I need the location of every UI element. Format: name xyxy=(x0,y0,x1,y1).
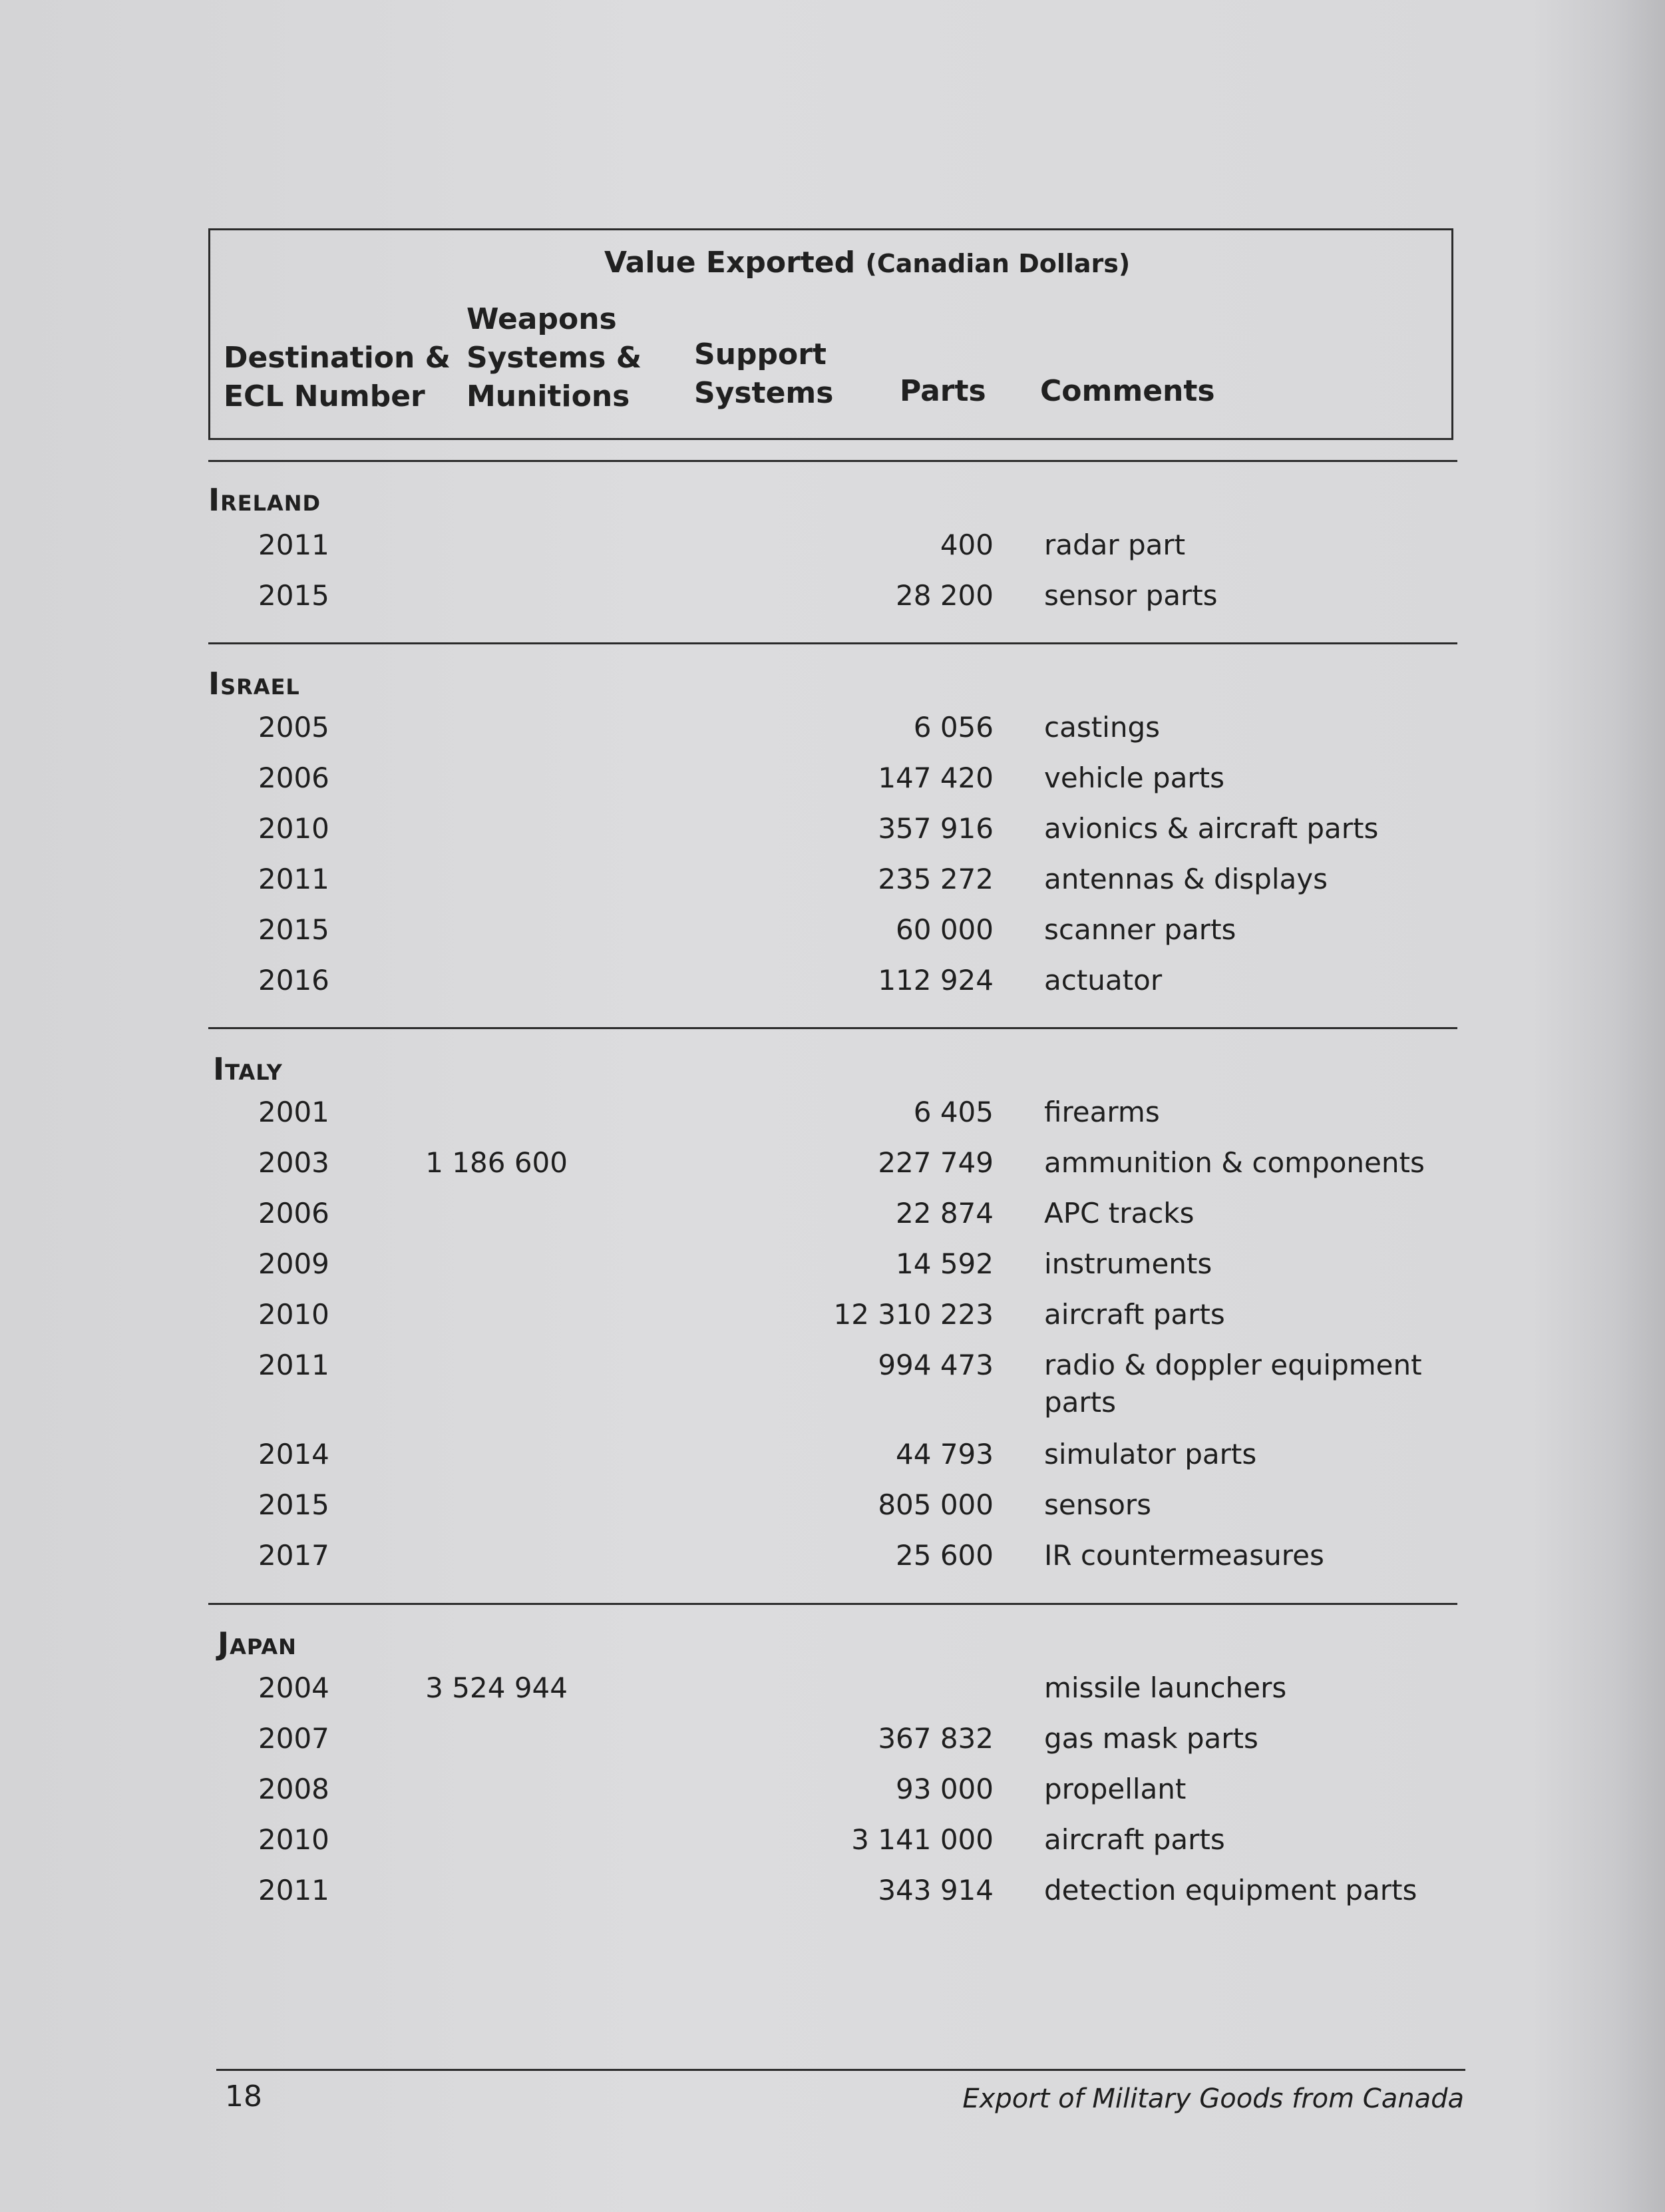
country-heading-israel: Israel xyxy=(208,666,300,702)
comments-cell: gas mask parts xyxy=(1044,1722,1258,1755)
table-row xyxy=(208,1094,1457,1142)
comments-cell: actuator xyxy=(1044,964,1163,996)
comments-cell: castings xyxy=(1044,711,1161,744)
table-row xyxy=(208,709,1457,757)
section-divider xyxy=(208,642,1457,644)
year-cell: 2009 xyxy=(258,1247,329,1280)
currency-label: (Canadian Dollars) xyxy=(865,249,1131,278)
table-row xyxy=(208,1720,1457,1768)
comments-cell: instruments xyxy=(1044,1247,1212,1280)
page-number: 18 xyxy=(225,2080,262,2113)
col-weapons-header xyxy=(466,300,642,416)
col-support-line2: Systems xyxy=(694,376,834,410)
year-cell: 2011 xyxy=(258,1349,329,1381)
col-weapons-line1: Weapons xyxy=(466,302,617,336)
year-cell: 2005 xyxy=(258,711,329,744)
table-row xyxy=(208,1486,1457,1534)
comments-cell: APC tracks xyxy=(1044,1197,1195,1229)
table-row xyxy=(208,1872,1457,1920)
weapons-cell: 1 186 600 xyxy=(425,1146,568,1179)
parts-cell: 93 000 xyxy=(896,1773,994,1805)
year-cell: 2001 xyxy=(258,1096,329,1128)
parts-cell: 28 200 xyxy=(896,579,994,612)
value-exported-heading xyxy=(604,244,1130,283)
table-row xyxy=(208,577,1457,625)
table-row xyxy=(208,1669,1457,1717)
year-cell: 2010 xyxy=(258,1298,329,1331)
table-row xyxy=(208,1195,1457,1243)
table-header xyxy=(208,228,1453,440)
year-cell: 2015 xyxy=(258,913,329,946)
footer-divider xyxy=(216,2069,1465,2071)
parts-cell: 60 000 xyxy=(896,913,994,946)
year-cell: 2011 xyxy=(258,529,329,561)
table-row xyxy=(208,527,1457,574)
table-row xyxy=(208,810,1457,858)
table-row xyxy=(208,962,1457,1010)
comments-cell: avionics & aircraft parts xyxy=(1044,812,1379,845)
parts-cell: 22 874 xyxy=(896,1197,994,1229)
year-cell: 2015 xyxy=(258,1488,329,1521)
comments-cell: radar part xyxy=(1044,529,1186,561)
table-row xyxy=(208,911,1457,959)
year-cell: 2011 xyxy=(258,863,329,895)
parts-cell: 227 749 xyxy=(878,1146,994,1179)
comments-cell: radio & doppler equipment parts xyxy=(1044,1349,1422,1419)
weapons-cell: 3 524 944 xyxy=(425,1671,568,1704)
col-weapons-line3: Munitions xyxy=(466,379,630,413)
col-destination-line2: ECL Number xyxy=(224,379,425,413)
comments-cell: antennas & displays xyxy=(1044,863,1328,895)
parts-cell: 25 600 xyxy=(896,1539,994,1572)
year-cell: 2010 xyxy=(258,1823,329,1856)
parts-cell: 367 832 xyxy=(878,1722,994,1755)
col-support-line1: Support xyxy=(694,337,827,371)
table-row xyxy=(208,1771,1457,1819)
col-parts-header: Parts xyxy=(900,374,986,408)
section-divider xyxy=(208,460,1457,462)
country-heading-italy: Italy xyxy=(213,1051,283,1087)
parts-cell: 6 405 xyxy=(913,1096,994,1128)
col-destination-line1: Destination & xyxy=(224,341,451,375)
comments-cell: aircraft parts xyxy=(1044,1298,1225,1331)
year-cell: 2006 xyxy=(258,762,329,794)
parts-cell: 147 420 xyxy=(878,762,994,794)
table-row xyxy=(208,1144,1457,1192)
table-row xyxy=(208,1296,1457,1344)
comments-cell: firearms xyxy=(1044,1096,1160,1128)
comments-cell: ammunition & components xyxy=(1044,1146,1425,1179)
country-heading-japan: Japan xyxy=(218,1626,297,1661)
table-row xyxy=(208,760,1457,807)
comments-cell: missile launchers xyxy=(1044,1671,1287,1704)
table-row xyxy=(208,1537,1457,1585)
year-cell: 2010 xyxy=(258,812,329,845)
comments-cell: propellant xyxy=(1044,1773,1187,1805)
year-cell: 2014 xyxy=(258,1438,329,1470)
year-cell: 2011 xyxy=(258,1874,329,1906)
parts-cell: 805 000 xyxy=(878,1488,994,1521)
year-cell: 2006 xyxy=(258,1197,329,1229)
year-cell: 2007 xyxy=(258,1722,329,1755)
col-support-header xyxy=(694,335,833,413)
col-weapons-line2: Systems & xyxy=(466,341,642,375)
parts-cell: 357 916 xyxy=(878,812,994,845)
parts-cell: 14 592 xyxy=(896,1247,994,1280)
comments-cell: scanner parts xyxy=(1044,913,1236,946)
comments-cell: aircraft parts xyxy=(1044,1823,1225,1856)
section-divider xyxy=(208,1603,1457,1605)
parts-cell: 12 310 223 xyxy=(833,1298,994,1331)
comments-cell: detection equipment parts xyxy=(1044,1874,1417,1906)
table-row xyxy=(208,1436,1457,1484)
comments-cell: sensors xyxy=(1044,1488,1152,1521)
year-cell: 2017 xyxy=(258,1539,329,1572)
parts-cell: 3 141 000 xyxy=(851,1823,994,1856)
parts-cell: 6 056 xyxy=(913,711,994,744)
country-heading-ireland: Ireland xyxy=(208,482,321,518)
year-cell: 2008 xyxy=(258,1773,329,1805)
col-comments-header: Comments xyxy=(1040,374,1215,408)
footer-title: Export of Military Goods from Canada xyxy=(962,2084,1464,2114)
parts-cell: 112 924 xyxy=(878,964,994,996)
parts-cell: 44 793 xyxy=(896,1438,994,1470)
parts-cell: 400 xyxy=(940,529,994,561)
comments-cell: IR countermeasures xyxy=(1044,1539,1324,1572)
table-row xyxy=(208,1245,1457,1293)
table-row xyxy=(208,1347,1457,1433)
table-row xyxy=(208,1821,1457,1869)
year-cell: 2016 xyxy=(258,964,329,996)
section-divider xyxy=(208,1027,1457,1029)
comments-cell: vehicle parts xyxy=(1044,762,1224,794)
year-cell: 2003 xyxy=(258,1146,329,1179)
parts-cell: 994 473 xyxy=(878,1349,994,1381)
comments-cell: sensor parts xyxy=(1044,579,1218,612)
year-cell: 2004 xyxy=(258,1671,329,1704)
parts-cell: 235 272 xyxy=(878,863,994,895)
year-cell: 2015 xyxy=(258,579,329,612)
parts-cell: 343 914 xyxy=(878,1874,994,1906)
table-row xyxy=(208,861,1457,909)
col-destination-header xyxy=(224,339,451,416)
value-exported-label: Value Exported xyxy=(604,246,856,280)
comments-cell: simulator parts xyxy=(1044,1438,1257,1470)
